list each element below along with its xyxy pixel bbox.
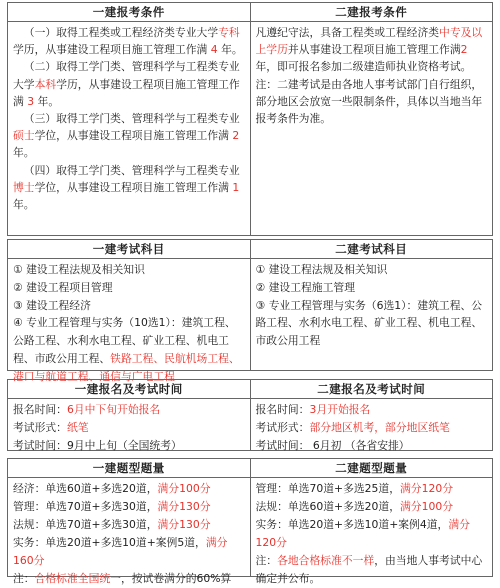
subjects-header xyxy=(8,240,492,259)
paragraph xyxy=(256,480,488,498)
text-run: （一）取得工程类或工程经济类专业大学 xyxy=(23,26,219,39)
highlight-text: 各地合格标准不一样 xyxy=(277,554,375,567)
paragraph xyxy=(13,314,245,385)
conditions-left-cell xyxy=(8,22,250,236)
paragraph xyxy=(13,297,245,315)
text-run: 考试时间： 6月初 （各省安排） xyxy=(255,438,410,452)
paragraph xyxy=(13,162,245,214)
text-run: 年，即可报名参加二级建造师执业资格考试。 xyxy=(255,60,472,74)
paragraph xyxy=(256,297,488,350)
text-run: （四）取得工学门类、管理科学与工程类专业 xyxy=(23,163,240,177)
text-run: 考试形式： xyxy=(255,420,310,434)
highlight-text: 满分120分 xyxy=(255,518,470,549)
paragraph xyxy=(256,516,488,552)
paragraph xyxy=(256,401,488,419)
conditions-right-cell xyxy=(250,22,493,236)
text-run: 报名时间： xyxy=(255,403,310,416)
questions-header xyxy=(8,459,492,478)
text-run: 并从事建设工程项目施工管理工作满 xyxy=(287,43,461,57)
text-run: 管理：单选70道+多选25道， xyxy=(255,482,400,495)
paragraph xyxy=(13,279,245,297)
registration-left-cell xyxy=(8,399,250,451)
highlight-text: 4 xyxy=(210,43,218,57)
highlight-text: 6月中下旬开始报名 xyxy=(66,403,161,416)
text-run: 年。 xyxy=(217,43,243,57)
conditions-right-title: 二建报考条件 xyxy=(250,3,493,21)
paragraph xyxy=(13,480,245,498)
paragraph xyxy=(13,401,245,419)
highlight-text: 部分地区机考，部分地区纸笔 xyxy=(309,420,450,434)
paragraph xyxy=(13,498,245,516)
subjects-left-title: 一建考试科目 xyxy=(92,242,165,256)
text-run: 经济：单选60道+多选20道， xyxy=(13,482,158,495)
registration-left-title: 一建报名及考试时间 xyxy=(74,382,183,396)
registration-right-title: 二建报名及考试时间 xyxy=(250,380,493,398)
paragraph xyxy=(256,498,488,516)
text-run: 实务：单选20道+多选10道+案例4道， xyxy=(255,518,449,531)
subjects-table xyxy=(7,239,493,383)
paragraph xyxy=(13,110,245,162)
highlight-text: 满分100分 xyxy=(400,500,453,513)
highlight-text: 3 xyxy=(27,94,35,108)
text-run: 法规：单选70道+多选30道， xyxy=(13,518,158,531)
subjects-right-cell xyxy=(250,259,493,371)
text-run: 注： xyxy=(13,572,35,585)
highlight-text: 满分130分 xyxy=(157,500,211,513)
paragraph xyxy=(13,58,245,110)
text-run: ，按试卷满分的60%算 xyxy=(120,572,232,585)
highlight-text: 2 xyxy=(232,129,240,143)
text-run: 实务：单选20道+多选10道+案例5道， xyxy=(13,536,206,549)
highlight-text: 满分160分 xyxy=(13,536,228,567)
text-run: 考试形式： xyxy=(13,420,67,434)
text-run: ① 建设工程法规及相关知识 xyxy=(255,263,388,276)
text-run: （二）取得工学门类、管理科学与工程类专业大学 xyxy=(13,60,240,91)
questions-left-title: 一建题型题量 xyxy=(92,461,165,475)
questions-right-title: 二建题型题量 xyxy=(250,459,493,477)
highlight-text: 满分120分 xyxy=(400,482,453,495)
highlight-text: 博士 xyxy=(13,180,35,194)
paragraph xyxy=(256,279,488,297)
text-run: 考试时间：9月中上旬（全国统考） xyxy=(13,438,182,452)
conditions-left-title: 一建报考条件 xyxy=(92,5,165,19)
subjects-right-title: 二建考试科目 xyxy=(250,240,493,258)
paragraph xyxy=(256,76,488,128)
text-run: 学历，从事建设工程项目施工管理工作满 xyxy=(13,77,240,108)
text-run: 报名时间： xyxy=(13,403,67,416)
paragraph xyxy=(13,570,245,588)
subjects-left-cell xyxy=(8,259,250,383)
paragraph xyxy=(13,261,245,279)
text-run: 年。 xyxy=(34,94,60,108)
conditions-header xyxy=(8,3,492,22)
text-run: 管理：单选70道+多选30道， xyxy=(13,500,158,513)
highlight-text: 3月开始报名 xyxy=(309,403,371,416)
paragraph xyxy=(13,24,245,58)
text-run: 学位，从事建设工程项目施工管理工作满 xyxy=(34,180,233,194)
highlight-text: 纸笔 xyxy=(66,420,89,434)
text-run: ① 建设工程法规及相关知识 xyxy=(13,263,145,276)
paragraph xyxy=(13,419,245,437)
text-run: （三）取得工学门类、管理科学与工程类专业 xyxy=(23,112,240,126)
text-run: ，由当地人事考试中心确定并公布。 xyxy=(255,554,483,585)
highlight-text: 2 xyxy=(460,43,468,57)
paragraph xyxy=(256,261,488,279)
text-run: 学历，从事建设工程项目施工管理工作满 xyxy=(13,43,211,57)
highlight-text: 硕士 xyxy=(13,129,35,143)
paragraph xyxy=(13,437,245,455)
highlight-text: 本科 xyxy=(34,77,57,91)
conditions-table xyxy=(7,2,493,236)
highlight-text: 专科 xyxy=(218,26,240,39)
text-run: ③ 专业工程管理与实务（6选1）：建筑工程、公路工程、水利水电工程、矿业工程、机电工程、市政公用工程 xyxy=(255,298,483,348)
questions-left-cell xyxy=(8,478,250,585)
registration-right-cell xyxy=(250,399,493,451)
highlight-text: 中专及以上学历 xyxy=(255,26,483,57)
text-run: 注：二建考试是由各地人事考试部门自行组织，部分地区会放宽一些限制条件，具体以当地当年报考条件为准。 xyxy=(255,77,483,126)
text-run: ② 建设工程施工管理 xyxy=(255,280,355,294)
text-run: 年。 xyxy=(13,146,35,160)
paragraph xyxy=(256,437,488,455)
paragraph xyxy=(13,534,245,570)
highlight-text: 1 xyxy=(232,180,240,194)
questions-table xyxy=(7,458,493,585)
text-run: 学位，从事建设工程项目施工管理工作满 xyxy=(34,129,233,143)
text-run: ③ 建设工程经济 xyxy=(13,298,91,312)
text-run: ② 建设工程项目管理 xyxy=(13,280,113,294)
text-run: 年。 xyxy=(13,198,35,212)
text-run: 凡遵纪守法，具备工程类或工程经济类 xyxy=(255,26,440,39)
highlight-text: 铁路工程、民航机场工程、港口与航道工程、通信与广电工程 xyxy=(13,351,240,383)
highlight-text: 合格标准全国统一 xyxy=(34,572,121,585)
paragraph xyxy=(256,24,488,76)
questions-right-cell xyxy=(250,478,493,585)
highlight-text: 满分100分 xyxy=(157,482,211,495)
text-run: 法规：单选60道+多选20道， xyxy=(255,500,400,513)
paragraph xyxy=(13,516,245,534)
text-run: 注： xyxy=(255,554,278,567)
registration-table xyxy=(7,379,493,451)
paragraph xyxy=(256,419,488,437)
highlight-text: 满分130分 xyxy=(157,518,211,531)
text-run: ④ 专业工程管理与实务（10选1）：建筑工程、公路工程、水利水电工程、矿业工程、机电工程、市政公用工程、 xyxy=(13,316,236,365)
registration-header xyxy=(8,380,492,399)
